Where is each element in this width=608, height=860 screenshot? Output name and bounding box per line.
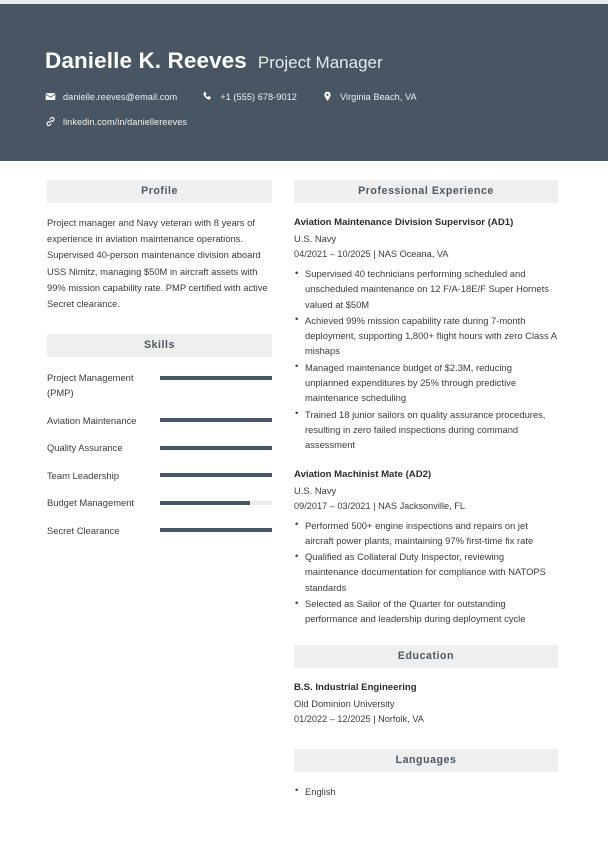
- left-column: [47, 180, 272, 550]
- skill-item: [47, 413, 272, 428]
- skill-bar-fill: [160, 376, 272, 380]
- section-heading-skills: Skills: [47, 334, 272, 357]
- skill-item: [47, 440, 272, 455]
- contact-location: [322, 91, 417, 102]
- section-heading-experience: Professional Experience: [294, 180, 558, 203]
- skill-bar-wrapper: [160, 468, 272, 483]
- skill-bar-wrapper: [160, 523, 272, 538]
- resume-body: [0, 161, 608, 860]
- education-meta: 01/2022 – 12/2025 | Norfolk, VA: [294, 713, 424, 724]
- experience-bullets: [294, 266, 558, 453]
- experience-bullet: • Managed maintenance budget of $2.3M, reducing unplanned expenditures by 25% through predictive maintenance scheduling: [294, 360, 558, 406]
- skill-bar-fill: [160, 446, 272, 450]
- skill-bar-wrapper: [160, 440, 272, 455]
- section-profile: [47, 180, 272, 312]
- section-heading-education: Education: [294, 645, 558, 668]
- experience-bullet: • Performed 500+ engine inspections and repairs on jet aircraft power plants, maintaining 97% first-time fix rate: [294, 518, 558, 549]
- experience-entry: [294, 468, 558, 627]
- profile-summary-text: Project manager and Navy veteran with 8 years of experience in aviation maintenance operations. Supervised 40-person maintenance division aboard USS Nimitz, managing $50M in aircraft assets with 99% mission capability rate. PMP certified with active Secret clearance.: [47, 217, 268, 310]
- skill-label: Aviation Maintenance: [47, 414, 137, 426]
- contact-row-secondary: [45, 116, 212, 127]
- skill-label: Project Management (PMP): [47, 372, 134, 399]
- experience-title: Aviation Maintenance Division Supervisor (AD1): [294, 217, 514, 228]
- skills-list: [47, 370, 272, 538]
- skill-bar-wrapper: [160, 370, 272, 385]
- experience-entry: [294, 216, 558, 453]
- right-column: [294, 180, 558, 799]
- skill-label: Budget Management: [47, 497, 135, 509]
- contact-phone-text: +1 (555) 678-9012: [220, 91, 297, 102]
- link-icon: [45, 116, 56, 127]
- resume-header: [0, 4, 608, 161]
- skill-label: Quality Assurance: [47, 442, 123, 454]
- language-item: • English: [294, 784, 558, 799]
- contact-phone[interactable]: [202, 91, 297, 102]
- experience-bullet: • Qualified as Collateral Duty Inspector, reviewing maintenance documentation for compliance with NATOPS standards: [294, 549, 558, 595]
- skill-label: Team Leadership: [47, 469, 119, 481]
- section-heading-languages: Languages: [294, 749, 558, 772]
- contact-linkedin-text: linkedin.com/in/daniellereeves: [63, 116, 188, 127]
- skill-bar-track: [160, 376, 272, 380]
- header-job-title: Project Manager: [257, 53, 383, 72]
- page-title: Danielle K. Reeves: [45, 48, 247, 73]
- email-icon: [45, 91, 56, 102]
- experience-title: Aviation Machinist Mate (AD2): [294, 468, 432, 480]
- skill-bar-track: [160, 528, 272, 532]
- header-name-row: [45, 48, 383, 74]
- skill-bar-wrapper: [160, 495, 272, 510]
- section-skills: [47, 334, 272, 538]
- education-entry: [294, 681, 558, 727]
- skill-bar-fill: [160, 528, 272, 532]
- section-languages: [294, 749, 558, 799]
- section-education: [294, 645, 558, 727]
- skill-bar-fill: [160, 473, 272, 477]
- skill-item: [47, 370, 272, 400]
- education-title: B.S. Industrial Engineering: [294, 681, 417, 693]
- experience-bullet: • Trained 18 junior sailors on quality assurance procedures, resulting in zero failed inspections during command assessment: [294, 407, 558, 453]
- skill-bar-track: [160, 473, 272, 477]
- experience-organization: U.S. Navy: [294, 233, 337, 244]
- skill-bar-track: [160, 418, 272, 422]
- skill-bar-fill: [160, 501, 250, 505]
- experience-bullets: [294, 518, 558, 627]
- experience-organization: U.S. Navy: [294, 484, 337, 496]
- skill-item: [47, 468, 272, 483]
- skill-bar-track: [160, 501, 272, 505]
- languages-list: [294, 784, 558, 799]
- skill-item: [47, 523, 272, 538]
- experience-bullet: • Selected as Sailor of the Quarter for outstanding performance and leadership during deployment cycle: [294, 596, 558, 627]
- left-spacer: [47, 312, 272, 334]
- skill-bar-track: [160, 446, 272, 450]
- right-spacer: [294, 727, 558, 749]
- contact-email[interactable]: [45, 91, 177, 102]
- skill-bar-fill: [160, 418, 272, 422]
- section-heading-profile: Profile: [47, 180, 272, 203]
- right-spacer: [294, 628, 558, 645]
- phone-icon: [202, 91, 213, 102]
- contact-email-text: danielle.reeves@email.com: [63, 91, 178, 102]
- contact-linkedin[interactable]: [45, 116, 187, 127]
- skill-item: [47, 495, 272, 510]
- contact-location-text: Virginia Beach, VA: [339, 91, 417, 102]
- experience-bullet: • Achieved 99% mission capability rate during 7-month deployment, supporting 1,800+ flight hours with zero Class A mishaps: [294, 313, 558, 359]
- section-experience: [294, 180, 558, 627]
- experience-bullet: • Supervised 40 technicians performing scheduled and unscheduled maintenance on 12 F/A-18E/F Super Hornets valued at $50M: [294, 266, 558, 312]
- skill-label: Secret Clearance: [47, 524, 120, 536]
- experience-meta: 04/2021 – 10/2025 | NAS Oceana, VA: [294, 249, 449, 259]
- education-organization: Old Dominion University: [294, 697, 395, 709]
- experience-meta: 09/2017 – 03/2021 | NAS Jacksonville, FL: [294, 500, 465, 511]
- contact-row-primary: [45, 91, 442, 102]
- location-icon: [322, 91, 333, 102]
- skill-bar-wrapper: [160, 413, 272, 428]
